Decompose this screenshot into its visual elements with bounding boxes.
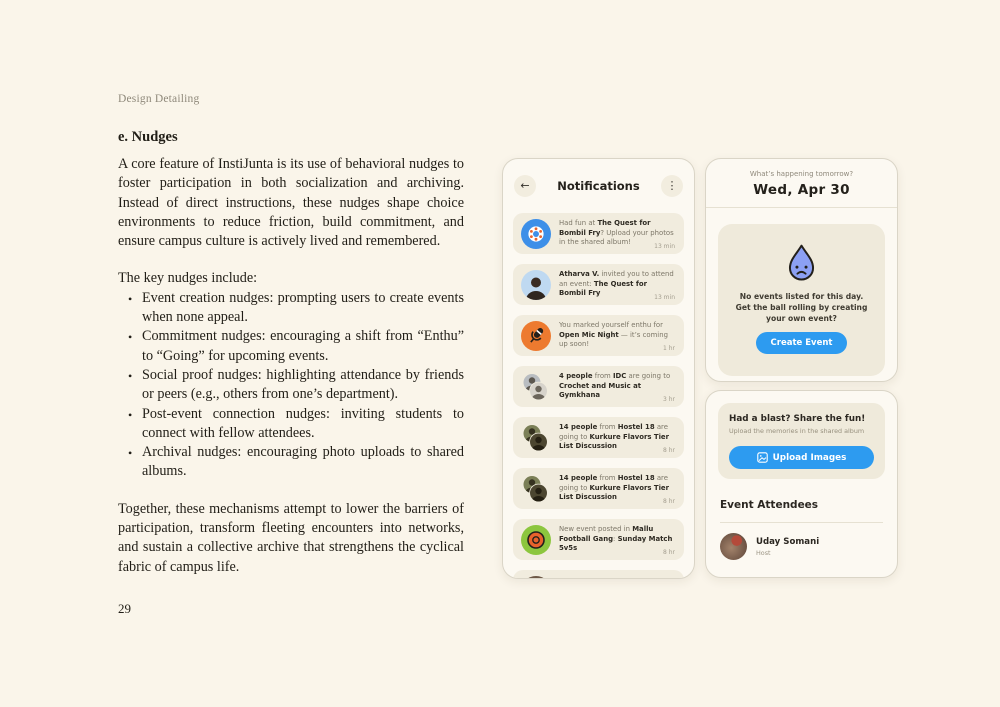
notification-text: New event posted in Mallu Football Gang: Sunday Match 5v5s (559, 525, 673, 553)
upload-images-button[interactable] (729, 446, 874, 469)
attendee-avatar (720, 533, 747, 560)
notifications-header (503, 159, 694, 213)
notification-text: 14 people from Hostel 18 are going to Kurkure Flavors Tier List Discussion (559, 474, 670, 502)
notifications-title: Notifications (557, 179, 640, 193)
create-event-button[interactable]: Create Event (756, 332, 848, 354)
avatar-partial-icon (521, 576, 551, 580)
share-card (718, 403, 885, 479)
notification-text: Atharva V. invited you to attend an event: The Quest for Bombil Fry (559, 270, 674, 298)
notification-text: 14 people from Hostel 18 are going to Kurkure Flavors Tier List Discussion (559, 423, 670, 451)
divider (706, 207, 897, 208)
nudge-bullet: • Event creation nudges: prompting users to create events when none appeal. (118, 289, 464, 328)
attendees-heading: Event Attendees (720, 499, 819, 511)
notification-text: Had fun at The Quest for Bombil Fry? Upload your photos in the shared album! (559, 219, 674, 247)
list-intro: The key nudges include: (118, 270, 258, 287)
avatar-group-gray-icon (521, 372, 551, 402)
attendee-row[interactable] (720, 533, 883, 560)
notification-time: 1 hr (663, 345, 675, 352)
no-events-line2: Get the ball rolling by creating your own event? (735, 303, 868, 323)
share-title: Had a blast? Share the fun! (729, 414, 866, 424)
nudge-bullet: • Archival nudges: encouraging photo uploads to shared albums. (118, 443, 464, 482)
article-column (118, 93, 464, 577)
sad-droplet-icon (785, 243, 818, 283)
tomorrow-date: Wed, Apr 30 (753, 182, 850, 198)
paragraph-intro: A core feature of InstiJunta is its use of behavioral nudges to foster participation in both socialization and archiving. Instead of direct instructions, these nudges shape choice environments to reduce friction, build commitment, and ensure campus culture is actively lived and remembered. (118, 156, 464, 250)
notification-time: 3 hr (663, 396, 675, 403)
back-button[interactable] (514, 175, 536, 197)
tomorrow-screen (705, 158, 898, 382)
attendee-role: Host (756, 548, 771, 557)
menu-button[interactable] (661, 175, 683, 197)
paragraph-closing: Together, these mechanisms attempt to lower the barriers of participation, transform fleeting encounters into networks, and sustain a collective archive that strengthens the cyclical fabric of campus life. (118, 500, 464, 575)
notification-text: You marked yourself enthu for Open Mic Night — it’s coming up soon! (559, 321, 668, 349)
notification-card[interactable] (513, 213, 684, 254)
notification-time: 8 hr (663, 498, 675, 505)
back-arrow-icon: ← (520, 179, 530, 192)
event-share-screen (705, 390, 898, 578)
no-events-line1: No events listed for this day. (739, 292, 864, 301)
notifications-screen (502, 158, 695, 579)
avatar-atharva-icon (521, 270, 551, 300)
notification-time: 8 hr (663, 447, 675, 454)
microphone-icon (521, 321, 551, 351)
image-icon (757, 452, 768, 463)
upload-images-label: Upload Images (772, 452, 847, 463)
notification-card[interactable] (513, 417, 684, 458)
notification-time: 13 min (654, 243, 675, 250)
photo-reel-icon (521, 219, 551, 249)
attendee-name: Uday Somani (756, 536, 820, 547)
kebab-menu-icon: ⋮ (666, 179, 678, 192)
notification-text: 4 people from IDC are going to Crochet and Music at Gymkhana (559, 372, 671, 400)
notification-card[interactable] (513, 366, 684, 407)
no-events-card (718, 224, 885, 376)
notification-card[interactable] (513, 264, 684, 305)
section-heading: e. Nudges (118, 129, 178, 145)
nudge-bullet: • Commitment nudges: encouraging a shift from “Enthu” to “Going” for upcoming events. (118, 327, 464, 366)
notification-list (503, 213, 694, 579)
nudge-bullet: • Social proof nudges: highlighting attendance by friends or peers (e.g., others from one’s department). (118, 366, 464, 405)
nudge-list (118, 289, 464, 482)
notification-time: 8 hr (663, 549, 675, 556)
notification-card[interactable] (513, 570, 684, 579)
no-events-message (736, 291, 868, 324)
avatar-group-olive-icon (521, 423, 551, 453)
share-subtitle: Upload the memories in the shared album (729, 427, 865, 435)
divider (720, 522, 883, 523)
page-number: 29 (118, 601, 131, 616)
notification-card[interactable] (513, 519, 684, 560)
notification-time: 13 min (654, 294, 675, 301)
nudge-bullet: • Post-event connection nudges: inviting students to connect with fellow attendees. (118, 405, 464, 444)
football-icon (521, 525, 551, 555)
notification-card[interactable] (513, 468, 684, 509)
running-header: Design Detailing (118, 93, 200, 105)
tomorrow-prompt: What’s happening tomorrow? (749, 170, 854, 178)
notification-card[interactable] (513, 315, 684, 356)
avatar-group-olive-icon (521, 474, 551, 504)
